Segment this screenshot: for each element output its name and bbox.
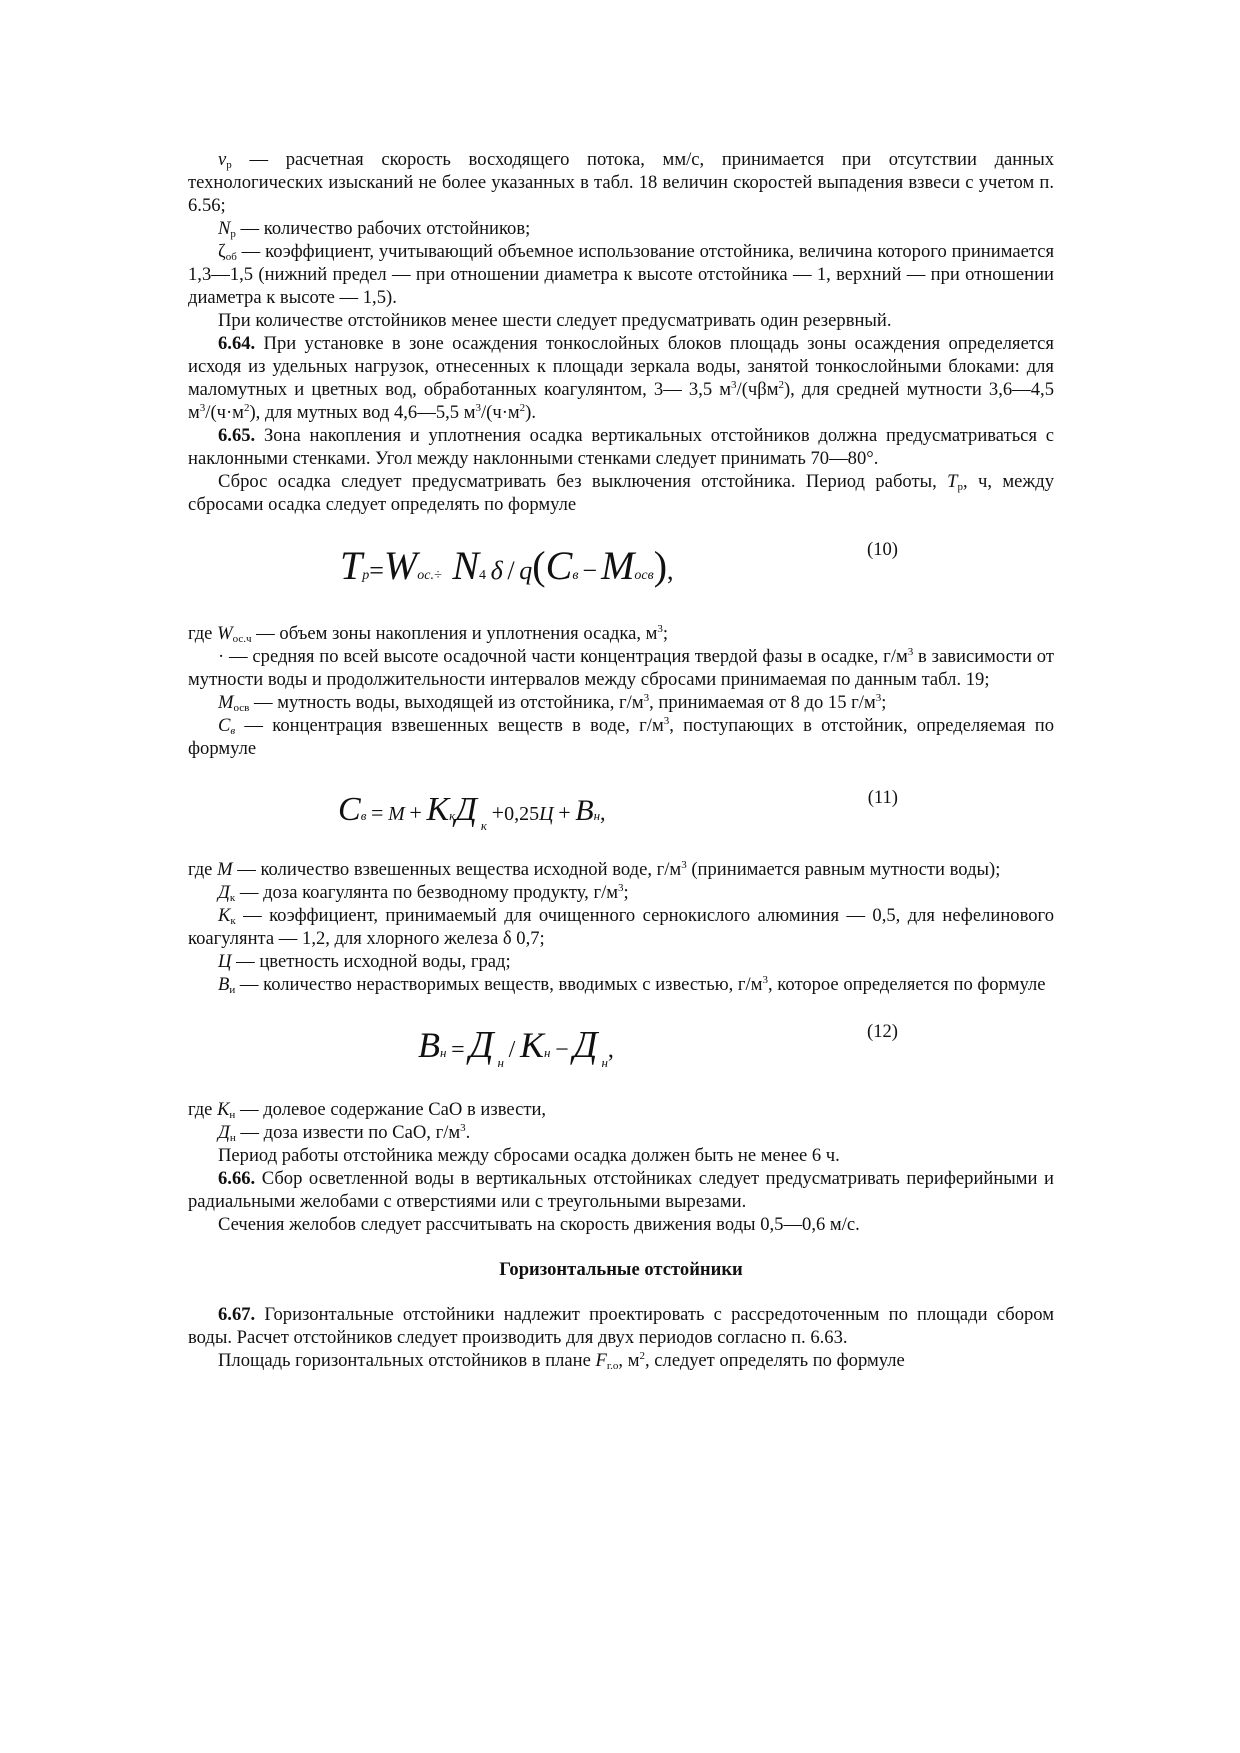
definition-mosv bbox=[188, 691, 1054, 714]
superscript: 3 bbox=[657, 623, 663, 635]
formula-operator: / bbox=[508, 1037, 516, 1063]
paragraph-text: Сброс осадка следует предусматривать без выключения отстойника. Период работы, bbox=[218, 471, 948, 492]
clause-text: ), для мутных вод 4,6—5,5 м bbox=[249, 402, 476, 423]
clause-6-67 bbox=[188, 1303, 1054, 1349]
clause-text: /(чβм bbox=[736, 379, 779, 400]
definition-text: — концентрация взвешенных веществ в воде, г/м bbox=[235, 715, 664, 736]
formula-symbol: B bbox=[418, 1025, 440, 1065]
definition-text: — цветность исходной воды, град; bbox=[231, 951, 511, 972]
formula-subscript: ос.÷ bbox=[417, 568, 442, 583]
formula-subscript: н bbox=[497, 1055, 504, 1070]
symbol: С bbox=[218, 715, 231, 736]
definition-vr bbox=[188, 148, 1054, 217]
formula-subscript: н bbox=[543, 1045, 551, 1060]
clause-number: 6.67. bbox=[218, 1304, 256, 1325]
paragraph-text: , следует определять по формуле bbox=[645, 1350, 905, 1371]
definition-cv bbox=[188, 714, 1054, 760]
definition-dk bbox=[188, 881, 1054, 904]
formula-symbol: K bbox=[426, 791, 450, 828]
subscript: к bbox=[229, 892, 236, 904]
paragraph-text: , ч, между сбросами осадка следует определять по формуле bbox=[188, 471, 1054, 515]
paragraph-reserve: При количестве отстойников менее шести следует предусматривать один резервный. bbox=[218, 310, 892, 331]
definition-np bbox=[188, 217, 1054, 240]
clause-text: ). bbox=[525, 402, 536, 423]
definition-kk bbox=[188, 904, 1054, 950]
formula-symbol: K bbox=[519, 1025, 544, 1065]
clause-6-64 bbox=[188, 332, 1054, 424]
formula-symbol: C bbox=[545, 543, 573, 588]
subscript: и bbox=[229, 984, 236, 996]
clause-text: При установке в зоне осаждения тонкослойных блоков площадь зоны осаждения определяется исходя из удельных нагрузок, отнесенных к площади зеркала воды, занятой тонкослойными блоками: для маломутных и цветных вод, обработанных коагулянтом, 3— 3,5 м bbox=[188, 333, 1054, 400]
definition-text: — количество рабочих отстойников; bbox=[235, 218, 531, 239]
formula-number: (12) bbox=[867, 1021, 898, 1042]
clause-text: /(ч·м bbox=[480, 402, 520, 423]
symbol: К bbox=[218, 905, 231, 926]
definition-text: в зависимости от мутности воды и продолжительности интервалов между сбросами принимаемая по данным табл. 19; bbox=[188, 646, 1054, 690]
clause-number: 6.64. bbox=[218, 333, 256, 354]
formula-operator: , bbox=[607, 1037, 614, 1063]
formula-operator: / bbox=[507, 556, 515, 585]
section-title: Горизонтальные отстойники bbox=[499, 1259, 743, 1280]
formula-symbol: δ bbox=[490, 556, 503, 585]
definition-text: — доза извести по СаО, г/м bbox=[235, 1122, 461, 1143]
formula-symbol: M bbox=[601, 543, 635, 588]
subscript: н bbox=[229, 1109, 236, 1121]
definition-delta bbox=[188, 645, 1054, 691]
formula-subscript: н bbox=[440, 1045, 447, 1060]
symbol: N bbox=[218, 218, 231, 239]
formula-symbol: M bbox=[388, 803, 405, 825]
formula-subscript: р bbox=[362, 568, 370, 583]
formula-operator: , bbox=[600, 800, 606, 825]
definition-text: где bbox=[188, 1099, 218, 1120]
formula-10 bbox=[188, 516, 1054, 622]
definition-ts bbox=[188, 950, 1054, 973]
formula-operator: + bbox=[558, 800, 571, 825]
formula-operator: − bbox=[582, 556, 598, 585]
paragraph-troughs: Сечения желобов следует рассчитывать на скорость движения воды 0,5—0,6 м/с. bbox=[218, 1214, 860, 1235]
definition-text: — расчетная скорость восходящего потока, мм/с, принимается при отсутствии данных технологических изысканий не более указанных в табл. 18 величин скоростей выпадения взвеси с учетом п. 6.56; bbox=[188, 149, 1054, 216]
formula-paren: ) bbox=[653, 543, 668, 588]
symbol: T bbox=[947, 471, 958, 492]
symbol: М bbox=[217, 859, 233, 880]
definition-text: — объем зоны накопления и уплотнения осадка, м bbox=[251, 623, 658, 644]
subscript: в bbox=[230, 725, 236, 737]
formula-number: (11) bbox=[867, 787, 898, 808]
superscript: 3 bbox=[643, 692, 650, 704]
formula-operator: + bbox=[409, 800, 422, 825]
formula-operator: + bbox=[491, 800, 505, 825]
clause-number: 6.66. bbox=[218, 1168, 256, 1189]
definition-text: — коэффициент, учитывающий объемное использование отстойника, величина которого принимается 1,3—1,5 (нижний предел — при отношении диаметра к высоте отстойника — 1, верхний — при отношении диаметра к высоте — 1,5). bbox=[188, 241, 1054, 308]
superscript: 3 bbox=[731, 379, 737, 391]
clause-6-66 bbox=[188, 1167, 1054, 1213]
definition-text: — коэффициент, принимаемый для очищенного сернокислого алюминия — 0,5, для нефелинового коагулянта — 1,2, для хлорного железа δ 0,7; bbox=[188, 905, 1054, 949]
definition-text: — количество взвешенных вещества исходной воде, г/м bbox=[232, 859, 682, 880]
subscript: р bbox=[230, 228, 236, 240]
superscript: 2 bbox=[639, 1350, 645, 1362]
superscript: 2 bbox=[243, 402, 250, 414]
superscript: 2 bbox=[519, 402, 526, 414]
subscript: н bbox=[229, 1132, 236, 1144]
definition-text: . bbox=[465, 1122, 471, 1143]
superscript: 3 bbox=[875, 692, 882, 704]
definition-text: — доза коагулянта по безводному продукту, г/м bbox=[235, 882, 619, 903]
superscript: 3 bbox=[762, 974, 768, 986]
formula-number-constant: 0,25 bbox=[504, 803, 540, 825]
formula-subscript: в bbox=[572, 568, 579, 583]
subscript: об bbox=[225, 251, 237, 263]
clause-6-65 bbox=[188, 424, 1054, 470]
clause-text: /(ч·м bbox=[205, 402, 244, 423]
formula-symbol: Д bbox=[573, 1024, 598, 1066]
definition-vi bbox=[188, 973, 1054, 996]
definition-dn bbox=[188, 1121, 1054, 1144]
symbol: · bbox=[218, 646, 225, 667]
definition-text: где bbox=[188, 623, 218, 644]
definition-text: ; bbox=[881, 692, 887, 713]
formula-symbol: Д bbox=[469, 1024, 494, 1066]
formula-symbol: T bbox=[340, 543, 363, 588]
formula-operator: − bbox=[555, 1037, 569, 1063]
clause-text: Зона накопления и уплотнения осадка вертикальных отстойников должна предусматриваться с наклонными стенками. Угол между наклонными стенками следует принимать 70—80°. bbox=[188, 425, 1054, 469]
superscript: 3 bbox=[199, 402, 206, 414]
symbol: v bbox=[218, 149, 227, 170]
superscript: 3 bbox=[460, 1122, 466, 1134]
formula-operator: = bbox=[451, 1037, 465, 1063]
formula-paren: ( bbox=[532, 543, 546, 588]
definition-text: — долевое содержание СаО в извести, bbox=[235, 1099, 547, 1120]
definition-woc bbox=[188, 622, 1054, 645]
definition-text: где bbox=[188, 859, 218, 880]
paragraph-area bbox=[188, 1349, 1054, 1372]
formula-symbol: N bbox=[452, 543, 479, 588]
symbol: F bbox=[595, 1350, 607, 1371]
formula-symbol: B bbox=[575, 794, 594, 827]
formula-subscript: 4 bbox=[479, 568, 486, 583]
formula-expression bbox=[418, 1024, 614, 1070]
definition-text: ; bbox=[623, 882, 629, 903]
subscript: г.о bbox=[606, 1360, 619, 1372]
definition-text: — количество нерастворимых веществ, вводимых с известью, г/м bbox=[235, 974, 763, 995]
definition-text: — мутность воды, выходящей из отстойника, г/м bbox=[249, 692, 644, 713]
symbol: В bbox=[218, 974, 230, 995]
subscript: р bbox=[226, 159, 232, 171]
definition-text: (принимается равным мутности воды); bbox=[686, 859, 1001, 880]
clause-text: Сбор осветленной воды в вертикальных отстойниках следует предусматривать периферийными и радиальными желобами с отверстиями или с треугольными вырезами. bbox=[188, 1168, 1054, 1212]
formula-subscript: н bbox=[593, 808, 601, 823]
definition-text: — средняя по всей высоте осадочной части концентрация твердой фазы в осадке, г/м bbox=[224, 646, 908, 667]
subscript: ос.ч bbox=[232, 633, 252, 645]
formula-subscript: к bbox=[449, 808, 456, 823]
symbol: Ц bbox=[218, 951, 232, 972]
symbol: W bbox=[217, 623, 233, 644]
definition-text: ; bbox=[662, 623, 669, 644]
clause-text: Горизонтальные отстойники надлежит проектировать с рассредоточенным по площади сбором воды. Расчет отстойников следует производить для двух периодов согласно п. 6.63. bbox=[188, 1304, 1054, 1348]
subscript: осв bbox=[233, 702, 250, 714]
formula-operator: = bbox=[369, 556, 384, 585]
paragraph-sludge-discharge bbox=[188, 470, 1054, 516]
definition-text: , поступающих в отстойник, определяемая по формуле bbox=[188, 715, 1054, 759]
formula-subscript: в bbox=[360, 808, 367, 823]
document-page bbox=[188, 148, 1054, 1372]
definition-text: , принимаемая от 8 до 15 г/м bbox=[649, 692, 876, 713]
superscript: 2 bbox=[778, 379, 784, 391]
formula-expression bbox=[338, 791, 606, 833]
formula-subscript: осв bbox=[634, 568, 654, 583]
definition-text: , которое определяется по формуле bbox=[768, 974, 1046, 995]
superscript: 3 bbox=[907, 646, 914, 658]
paragraph-text: , м bbox=[618, 1350, 640, 1371]
superscript: 3 bbox=[663, 715, 670, 727]
formula-operator: , bbox=[667, 556, 674, 585]
formula-subscript: н bbox=[601, 1055, 608, 1070]
definition-zeta bbox=[188, 240, 1054, 309]
symbol: Д bbox=[218, 1122, 230, 1143]
formula-symbol: W bbox=[383, 543, 418, 588]
symbol: К bbox=[217, 1099, 230, 1120]
superscript: 3 bbox=[475, 402, 481, 414]
formula-number: (10) bbox=[867, 539, 898, 560]
formula-operator: = bbox=[371, 800, 384, 825]
definition-kn bbox=[188, 1098, 1054, 1121]
formula-symbol: Д bbox=[455, 791, 477, 828]
formula-12 bbox=[188, 996, 1054, 1098]
formula-symbol: Ц bbox=[539, 803, 554, 825]
formula-11 bbox=[188, 760, 1054, 858]
paragraph-period: Период работы отстойника между сбросами осадка должен быть не менее 6 ч. bbox=[218, 1145, 840, 1166]
clause-text: ), для средней мутности 3,6—4,5 м bbox=[188, 379, 1054, 423]
definition-m bbox=[188, 858, 1054, 881]
superscript: 3 bbox=[681, 859, 687, 871]
subscript: р bbox=[957, 481, 963, 493]
symbol: М bbox=[218, 692, 234, 713]
formula-symbol: C bbox=[338, 791, 361, 828]
superscript: 3 bbox=[618, 882, 624, 894]
formula-symbol: q bbox=[519, 556, 533, 585]
symbol: Д bbox=[218, 882, 230, 903]
formula-expression bbox=[340, 543, 674, 588]
clause-number: 6.65. bbox=[218, 425, 256, 446]
formula-subscript: к bbox=[480, 818, 487, 833]
subscript: к bbox=[230, 915, 236, 927]
symbol: ζ bbox=[218, 241, 226, 262]
paragraph-text: Площадь горизонтальных отстойников в плане bbox=[218, 1350, 596, 1371]
